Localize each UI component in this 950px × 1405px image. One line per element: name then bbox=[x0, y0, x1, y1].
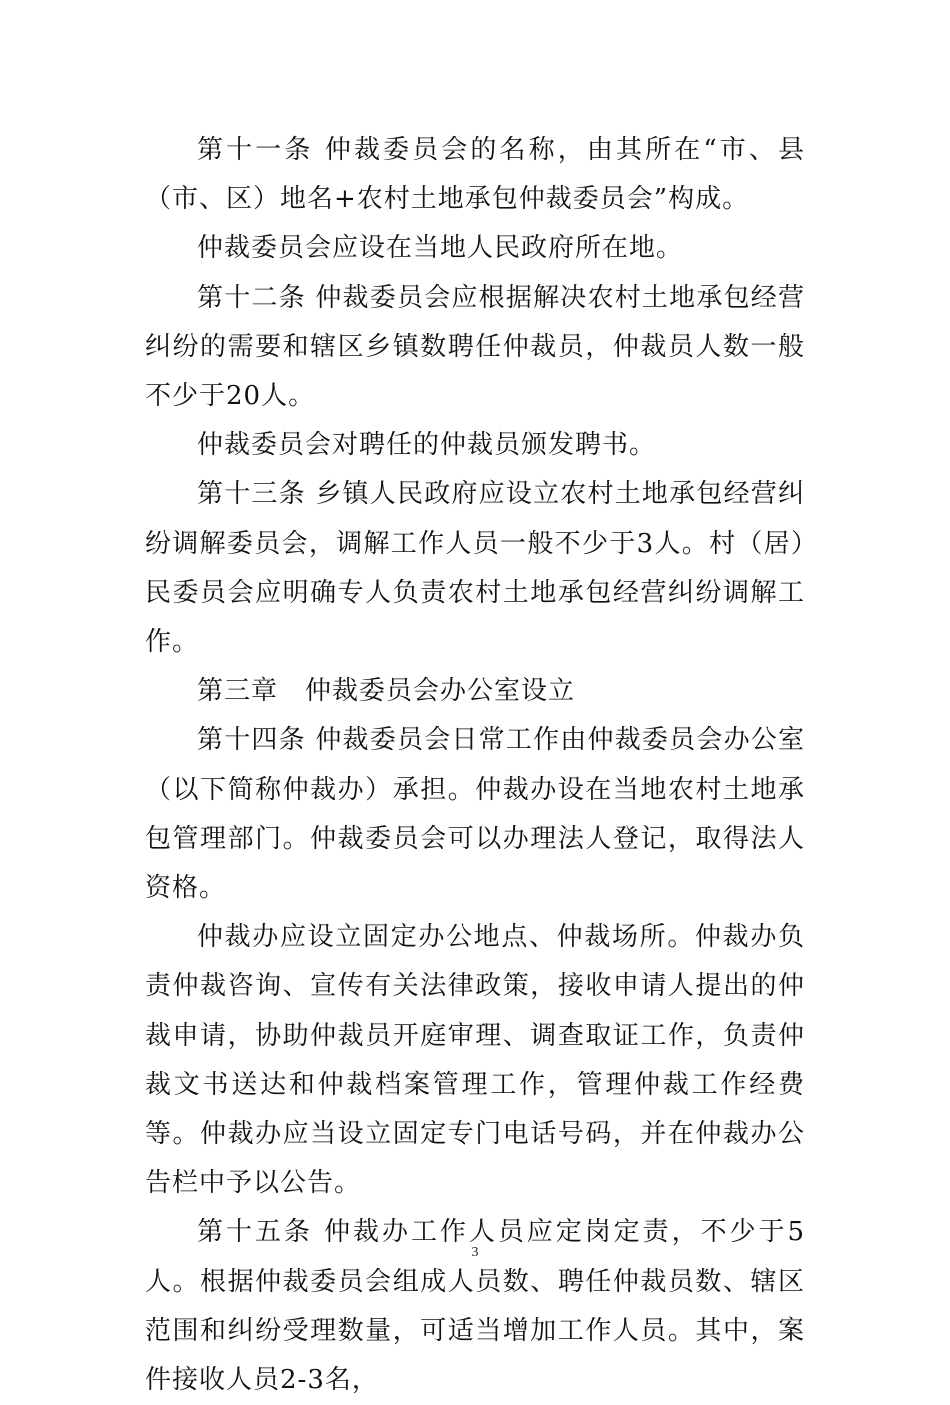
document-body bbox=[145, 126, 805, 1405]
article-12-certificate-paragraph: 仲裁委员会对聘任的仲裁员颁发聘书。 bbox=[197, 430, 657, 461]
article-11-location-paragraph: 仲裁委员会应设在当地人民政府所在地。 bbox=[197, 233, 684, 264]
article-13-paragraph: 第十三条 乡镇人民政府应设立农村土地承包经营纠纷调解委员会，调解工作人员一般不少于3人。村（居）民委员会应明确专人负责农村土地承包经营纠纷调解工作。 bbox=[145, 479, 805, 658]
article-12-paragraph: 第十二条 仲裁委员会应根据解决农村土地承包经营纠纷的需要和辖区乡镇数聘任仲裁员，仲裁员人数一般不少于20人。 bbox=[145, 282, 805, 412]
article-11-paragraph: 第十一条 仲裁委员会的名称，由其所在“市、县（市、区）地名+农村土地承包仲裁委员会”构成。 bbox=[145, 135, 805, 215]
article-14-duties-paragraph: 仲裁办应设立固定办公地点、仲裁场所。仲裁办负责仲裁咨询、宣传有关法律政策，接收申请人提出的仲裁申请，协助仲裁员开庭审理、调查取证工作，负责仲裁文书送达和仲裁档案管理工作，管理仲裁工作经费等。仲裁办应当设立固定专门电话号码，并在仲裁办公告栏中予以公告。 bbox=[145, 922, 805, 1199]
page-number: 3 bbox=[471, 1245, 479, 1260]
article-15-paragraph: 第十五条 仲裁办工作人员应定岗定责，不少于5人。根据仲裁委员会组成人员数、聘任仲裁员数、辖区范围和纠纷受理数量，可适当增加工作人员。其中，案件接收人员2-3名， bbox=[145, 1217, 805, 1396]
article-14-paragraph: 第十四条 仲裁委员会日常工作由仲裁委员会办公室（以下简称仲裁办）承担。仲裁办设在当地农村土地承包管理部门。仲裁委员会可以办理法人登记，取得法人资格。 bbox=[145, 725, 805, 904]
chapter-3-heading: 第三章 仲裁委员会办公室设立 bbox=[197, 676, 576, 707]
